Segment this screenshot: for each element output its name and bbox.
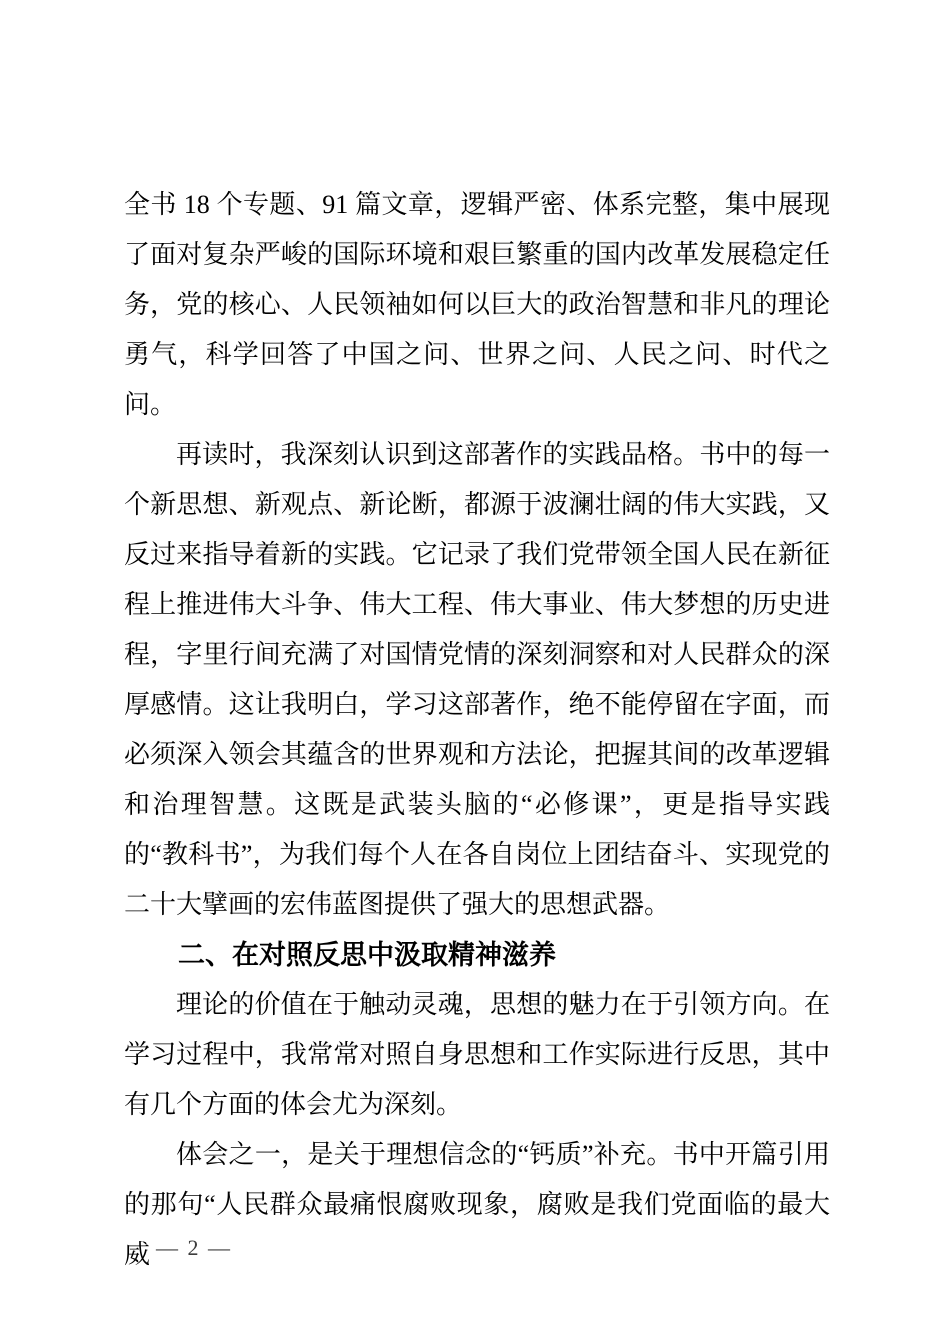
paragraph-continuation: 全书 18 个专题、91 篇文章，逻辑严密、体系完整，集中展现了面对复杂严峻的国际环境和艰巨繁重的国内改革发展稳定任务，党的核心、人民领袖如何以巨大的政治智慧和非凡的理论勇气，科学回答了中国之问、世界之问、人民之问、时代之问。 [124, 190, 830, 419]
paragraph: 再读时，我深刻认识到这部著作的实践品格。书中的每一个新思想、新观点、新论断，都源于波澜壮阔的伟大实践，又反过来指导着新的实践。它记录了我们党带领全国人民在新征程上推进伟大斗争、伟大工程、伟大事业、伟大梦想的历史进程，字里行间充满了对国情党情的深刻洞察和对人民群众的深厚感情。这让我明白，学习这部著作，绝不能停留在字面，而必须深入领会其蕴含的世界观和方法论，把握其间的改革逻辑和治理智慧。这既是武装头脑的“必修课”，更是指导实践的“教科书”，为我们每个人在各自岗位上团结奋斗、实现党的二十大擘画的宏伟蓝图提供了强大的思想武器。 [124, 440, 830, 919]
section-heading: 二、在对照反思中汲取精神滋养 [178, 940, 556, 970]
paragraph: 理论的价值在于触动灵魂，思想的魅力在于引领方向。在学习过程中，我常常对照自身思想和工作实际进行反思，其中有几个方面的体会尤为深刻。 [124, 990, 830, 1119]
paragraph: 体会之一，是关于理想信念的“钙质”补充。书中开篇引用的那句“人民群众最痛恨腐败现象，腐败是我们党面临的最大威 [124, 1140, 830, 1269]
document-body [124, 180, 830, 1280]
page-number: — 2 — [156, 1235, 232, 1260]
